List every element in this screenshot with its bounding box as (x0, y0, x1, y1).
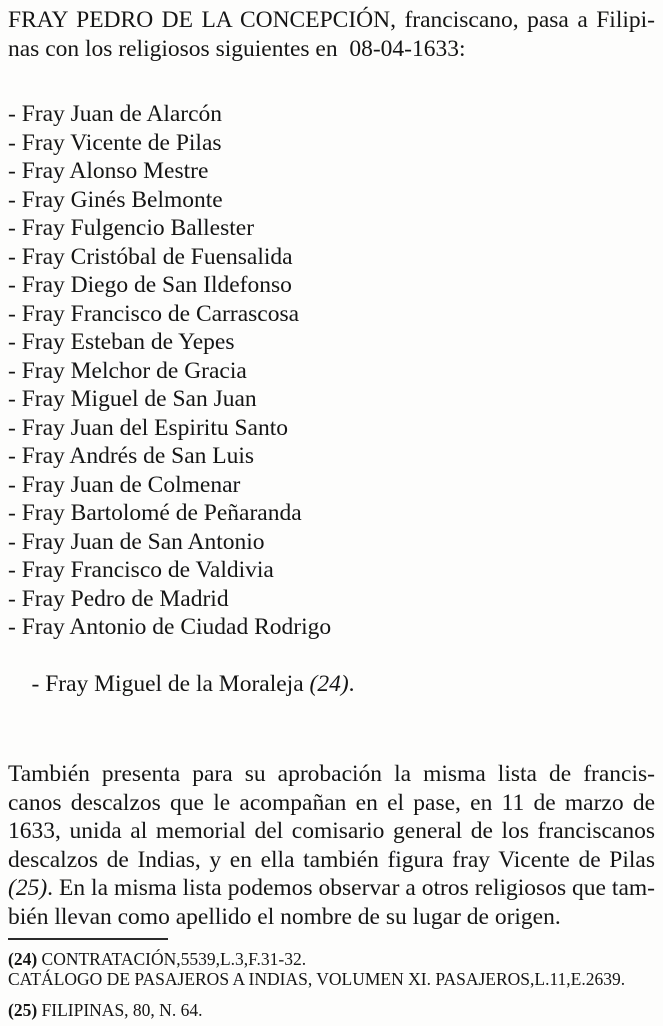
list-item: - Fray Cristóbal de Fuensalida (8, 243, 293, 270)
list-item: - Fray Andrés de San Luis (8, 443, 255, 469)
list-item-last (8, 642, 655, 728)
heading-line-1: FRAY PEDRO DE LA CONCEPCIÓN, franciscano, pasa a Filipi- (8, 7, 655, 33)
list-item-last-text: - Fray Miguel de la Moraleja (31, 671, 310, 697)
list-item: - Fray Vicente de Pilas (8, 129, 222, 156)
list-item: - Fray Juan de Colmenar (8, 471, 241, 498)
paragraph-line-ref (8, 874, 655, 903)
footnote-separator (8, 938, 168, 940)
list-item: - Fray Juan del Espiritu Santo (8, 414, 289, 441)
list-item: - Fray Melchor de Gracia (8, 357, 247, 384)
list-item: - Fray Fulgencio Ballester (8, 215, 255, 241)
document-heading (8, 6, 655, 64)
paragraph-line: También presenta para su aprobación la misma lista de francis- (8, 761, 655, 787)
list-item: - Fray Antonio de Ciudad Rodrigo (8, 614, 332, 640)
list-item: - Fray Miguel de San Juan (8, 386, 257, 412)
list-item: - Fray Francisco de Valdivia (8, 557, 274, 583)
list-item: - Fray Alonso Mestre (8, 158, 209, 184)
list-item: - Fray Pedro de Madrid (8, 585, 229, 612)
list-item: - Fray Francisco de Carrascosa (8, 300, 300, 327)
footnote-25-number: (25) (8, 1000, 38, 1020)
paragraph-line: descalzos de Indias, y en ella también figura fray Vicente de Pilas (8, 846, 655, 873)
list-item: - Fray Ginés Belmonte (8, 186, 223, 213)
paragraph-lines (8, 760, 655, 874)
footnote-ref-25: (25) (8, 875, 48, 901)
footnote-25-text: FILIPINAS, 80, N. 64. (37, 1000, 203, 1020)
list-item: - Fray Juan de Alarcón (8, 101, 223, 127)
footnote-24-number: (24) (8, 949, 38, 969)
list-item: - Fray Bartolomé de Peñaranda (8, 500, 302, 526)
list-item: - Fray Diego de San Ildefonso (8, 272, 292, 298)
footnote-24-line2: CATÁLOGO DE PASAJEROS A INDIAS, VOLUMEN XI. PASAJEROS,L.11,E.2639. (8, 969, 626, 989)
heading-line-2: nas con los religiosos siguientes en 08-04-1633: (8, 36, 466, 62)
paragraph-line: canos descalzos que le acompañan en el pase, en 11 de marzo de (8, 789, 655, 816)
body-paragraph (8, 760, 655, 931)
paragraph-line: 1633, unida al memorial del comisario general de los franciscanos (8, 818, 655, 844)
footnote-24 (8, 949, 655, 969)
footnote-24-text: CONTRATACIÓN,5539,L.3,F.31-32. (37, 949, 307, 969)
footnote-ref-24: (24) (309, 671, 349, 697)
list-item-last-period: . (348, 671, 355, 697)
paragraph-line-last: bién llevan como apellido el nombre de su lugar de origen. (8, 903, 561, 930)
footnote-25 (8, 1000, 655, 1020)
friar-list (8, 100, 655, 642)
list-item: - Fray Esteban de Yepes (8, 329, 235, 355)
list-item: - Fray Juan de San Antonio (8, 528, 265, 555)
paragraph-line-ref-text: . En la misma lista podemos observar a otros religiosos que tam- (47, 875, 655, 901)
footnotes-section (8, 938, 655, 1020)
